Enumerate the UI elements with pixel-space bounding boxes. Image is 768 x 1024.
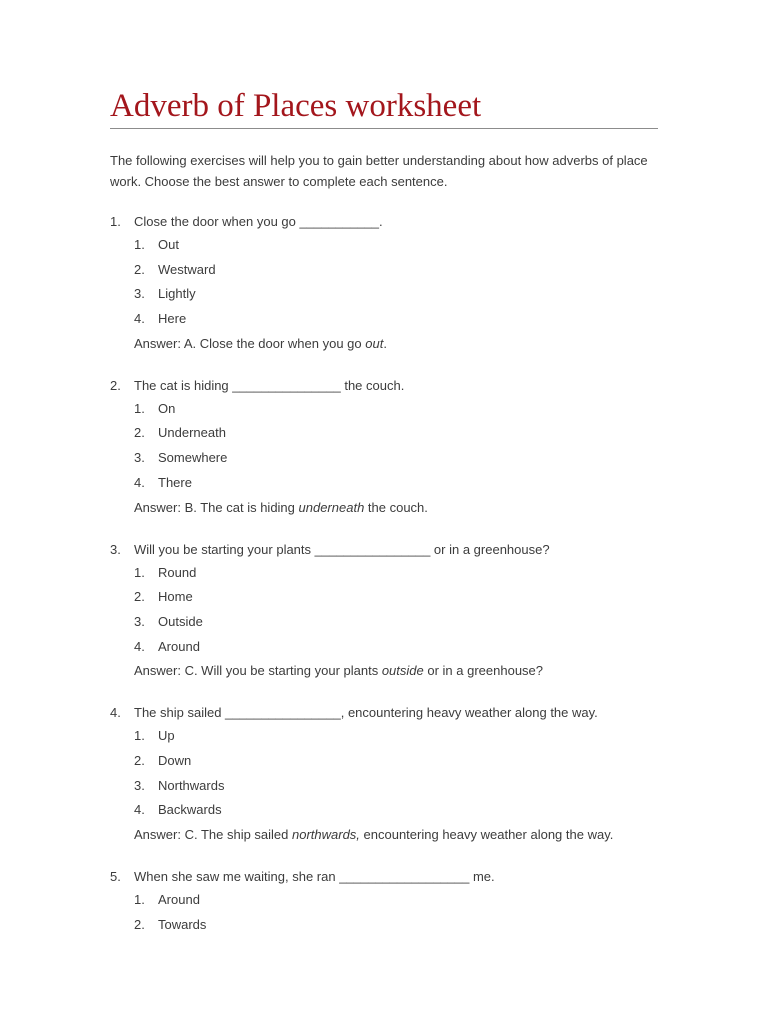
option-number: 3. — [134, 286, 145, 302]
answer-text-tail: . — [383, 335, 387, 351]
answer-line — [110, 659, 658, 683]
question-3 — [110, 539, 658, 684]
question-text: Close the door when you go ___________. — [134, 214, 383, 229]
question-text: The cat is hiding _______________ the couch. — [134, 377, 405, 393]
answer-option — [110, 635, 658, 660]
option-text: Out — [158, 237, 179, 252]
answer-option — [110, 258, 658, 283]
question-2 — [110, 375, 658, 520]
option-text: Home — [158, 589, 193, 605]
option-text: Up — [158, 728, 175, 744]
answer-emphasis: outside — [381, 663, 424, 679]
option-text: Backwards — [158, 802, 222, 818]
question-number: 1. — [110, 214, 121, 229]
answer-text-tail: or in a greenhouse? — [423, 663, 544, 679]
answer-line — [110, 823, 658, 847]
option-text: Westward — [158, 261, 216, 277]
answer-option — [110, 561, 658, 586]
answer-text: Answer: C. Will you be starting your plants — [134, 663, 382, 679]
option-text: Northwards — [158, 777, 225, 793]
option-number: 1. — [134, 564, 145, 580]
option-number: 1. — [134, 728, 145, 744]
option-number: 2. — [134, 916, 145, 932]
answer-option — [110, 233, 658, 258]
answer-option — [110, 307, 658, 332]
answer-text: Answer: B. The cat is hiding — [134, 499, 299, 515]
option-number: 1. — [134, 400, 145, 416]
option-number: 2. — [134, 589, 145, 605]
answer-option — [110, 888, 658, 913]
answer-option — [110, 913, 658, 938]
answer-emphasis: out — [365, 335, 384, 351]
option-number: 3. — [134, 450, 145, 466]
option-number: 3. — [134, 613, 145, 629]
option-number: 1. — [134, 237, 145, 252]
question-line — [110, 211, 658, 233]
option-number: 4. — [134, 638, 145, 654]
answer-line — [110, 496, 658, 520]
question-text: Will you be starting your plants ________________ or in a greenhouse? — [134, 541, 550, 557]
answer-text-tail: encountering heavy weather along the way. — [359, 827, 614, 842]
answer-emphasis: underneath — [298, 499, 365, 515]
answer-option — [110, 610, 658, 635]
option-text: Here — [158, 311, 187, 327]
answer-option — [110, 446, 658, 471]
question-5 — [110, 866, 658, 937]
option-number: 1. — [134, 892, 145, 907]
answer-option — [110, 397, 658, 422]
intro-paragraph: The following exercises will help you to gain better understanding about how adverbs of place work. Choose the best answer to complete each sentence. — [110, 153, 648, 189]
option-text: Somewhere — [158, 450, 228, 466]
question-line — [110, 539, 658, 561]
option-text: On — [158, 400, 176, 416]
option-text: Around — [158, 638, 200, 654]
option-number: 2. — [134, 425, 145, 441]
option-text: Round — [158, 564, 197, 580]
worksheet-page — [110, 84, 658, 937]
option-text: Lightly — [158, 286, 196, 302]
option-number: 4. — [134, 474, 145, 490]
answer-line — [110, 332, 658, 356]
option-text: Towards — [158, 916, 207, 932]
question-text: The ship sailed ________________, encountering heavy weather along the way. — [134, 705, 598, 721]
answer-option — [110, 282, 658, 307]
answer-option — [110, 421, 658, 446]
answer-option — [110, 471, 658, 496]
question-text: When she saw me waiting, she ran __________________ me. — [134, 869, 495, 884]
option-number: 3. — [134, 777, 145, 793]
answer-text: Answer: C. The ship sailed — [134, 827, 292, 842]
answer-emphasis: northwards, — [292, 827, 360, 842]
question-line — [110, 702, 658, 724]
option-text: Underneath — [158, 425, 226, 441]
question-line — [110, 866, 658, 888]
option-text: Around — [158, 892, 200, 907]
option-number: 2. — [134, 261, 145, 277]
option-text: Down — [158, 752, 192, 768]
title-divider — [110, 128, 658, 129]
question-line — [110, 375, 658, 397]
question-4 — [110, 702, 658, 847]
option-number: 4. — [134, 311, 145, 327]
question-1 — [110, 211, 658, 356]
question-number: 2. — [110, 377, 121, 393]
answer-option — [110, 749, 658, 774]
answer-text-tail: the couch. — [364, 499, 428, 515]
question-number: 3. — [110, 541, 121, 557]
option-number: 4. — [134, 802, 145, 818]
answer-option — [110, 585, 658, 610]
answer-option — [110, 724, 658, 749]
question-number: 4. — [110, 705, 121, 721]
option-text: There — [158, 474, 192, 490]
answer-text: Answer: A. Close the door when you go — [134, 335, 366, 351]
option-number: 2. — [134, 752, 145, 768]
page-title: Adverb of Places worksheet — [110, 88, 482, 124]
answer-option — [110, 798, 658, 823]
question-list — [110, 211, 658, 937]
option-text: Outside — [158, 613, 203, 629]
answer-option — [110, 774, 658, 799]
question-number: 5. — [110, 869, 121, 884]
